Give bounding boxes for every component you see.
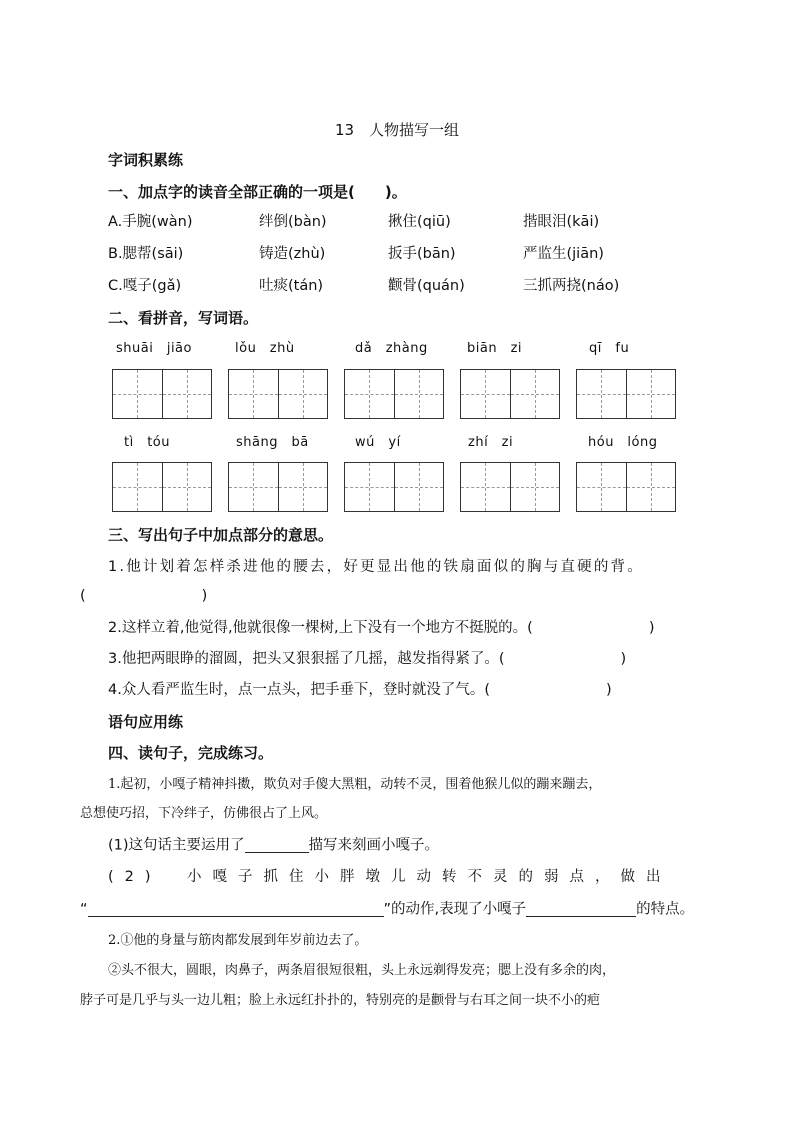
writing-grid[interactable] xyxy=(228,369,328,419)
q3-item-1: 1.他计划着怎样杀进他的腰去，好更显出他的铁扇面似的胸与直硬的背。 xyxy=(108,559,644,575)
pinyin-label: shuāi jiāo xyxy=(116,341,192,356)
question-2-prompt: 二、看拼音，写词语。 xyxy=(108,309,259,327)
q1-option-a-2: 绊倒(bàn) xyxy=(259,214,327,230)
q1-option-a-4: 揩眼泪(kāi) xyxy=(523,214,600,230)
q3-item-4: 4.众人看严监生时，点一点头，把手垂下，登时就没了气。( ) xyxy=(108,682,612,698)
q1-option-c-1: C.嘎子(gǎ) xyxy=(108,278,182,294)
pinyin-label: lǒu zhù xyxy=(235,341,295,356)
q4-sub-2-blank-trait[interactable] xyxy=(526,902,636,917)
q3-item-2: 2.这样立着,他觉得,他就很像一棵树,上下没有一个地方不挺脱的。( ) xyxy=(108,620,655,636)
q1-option-b-4: 严监生(jiān) xyxy=(523,246,604,262)
q1-option-b-1: B.腮帮(sāi) xyxy=(108,246,184,262)
q1-option-c-2: 吐痰(tán) xyxy=(259,278,324,294)
pinyin-label: zhí zi xyxy=(468,435,514,450)
q1-option-b-2: 铸造(zhù) xyxy=(259,246,326,262)
q4-sub-1-text-b: 描写来刻画小嘎子。 xyxy=(308,837,440,854)
q4-passage-1-line-1: 1.起初，小嘎子精神抖擞，欺负对手傻大黑粗，动转不灵，围着他猴儿似的蹦来蹦去， xyxy=(108,777,602,792)
section-application-heading: 语句应用练 xyxy=(108,713,184,731)
q1-option-a-3: 揪住(qiū) xyxy=(388,214,451,230)
q4-passage-2-line-1: 2.①他的身量与筋肉都发展到年岁前边去了。 xyxy=(108,933,368,948)
q4-sub-2-line-1: (2) 小嘎子抓住小胖墩儿动转不灵的弱点，做出 xyxy=(108,869,672,885)
writing-grid[interactable] xyxy=(576,462,676,512)
q4-passage-2-line-3: 脖子可是几乎与头一边儿粗；脸上永远红扑扑的，特别亮的是颧骨与右耳之间一块不小的疤 xyxy=(80,993,601,1008)
page-title: 13 人物描写一组 xyxy=(334,121,460,139)
q4-sub-1-text-a: (1)这句话主要运用了 xyxy=(108,837,245,854)
q4-passage-1-line-2: 总想使巧招，下冷绊子，仿佛很占了上风。 xyxy=(80,806,328,821)
q3-item-1-answer-blank[interactable]: ( ) xyxy=(80,588,208,604)
question-1-prompt: 一、加点字的读音全部正确的一项是( )。 xyxy=(108,183,407,201)
q3-item-3: 3.他把两眼睁的溜圆，把头又狠狠摇了几摇，越发指得紧了。( ) xyxy=(108,651,627,667)
q1-option-c-3: 颧骨(quán) xyxy=(388,278,465,294)
writing-grid[interactable] xyxy=(112,462,212,512)
question-3-prompt: 三、写出句子中加点部分的意思。 xyxy=(108,526,334,544)
pinyin-label: dǎ zhàng xyxy=(355,341,428,356)
q4-sub-1 xyxy=(108,838,439,853)
writing-grid[interactable] xyxy=(344,462,444,512)
q1-option-a-1: A.手腕(wàn) xyxy=(108,214,193,230)
pinyin-label: qī fu xyxy=(589,341,630,356)
q4-passage-2-line-2: ②头不很大，圆眼，肉鼻子，两条眉很短很粗，头上永远剃得发亮；腮上没有多余的肉， xyxy=(108,963,616,978)
writing-grid[interactable] xyxy=(460,369,560,419)
pinyin-label: shāng bā xyxy=(236,435,309,450)
q4-sub-1-blank[interactable] xyxy=(245,838,309,853)
writing-grid[interactable] xyxy=(112,369,212,419)
writing-grid[interactable] xyxy=(228,462,328,512)
writing-grid[interactable] xyxy=(460,462,560,512)
q4-sub-2-line-2 xyxy=(80,902,694,917)
q4-sub-2-text-mid: ”的动作,表现了小嘎子 xyxy=(383,901,527,918)
q4-sub-2-quote-open: “ xyxy=(80,901,88,918)
q1-option-c-4: 三抓两挠(náo) xyxy=(523,278,620,294)
writing-grid[interactable] xyxy=(344,369,444,419)
q4-sub-2-blank-action[interactable] xyxy=(88,902,384,917)
pinyin-label: wú yí xyxy=(355,435,401,450)
pinyin-label: hóu lóng xyxy=(588,435,658,450)
pinyin-label: tì tóu xyxy=(124,435,170,450)
question-4-prompt: 四、读句子，完成练习。 xyxy=(108,744,274,762)
q1-option-b-3: 扳手(bān) xyxy=(388,246,456,262)
section-accumulation-heading: 字词积累练 xyxy=(108,151,184,169)
writing-grid[interactable] xyxy=(576,369,676,419)
q4-sub-2-text-end: 的特点。 xyxy=(636,901,695,918)
pinyin-label: biān zi xyxy=(467,341,523,356)
